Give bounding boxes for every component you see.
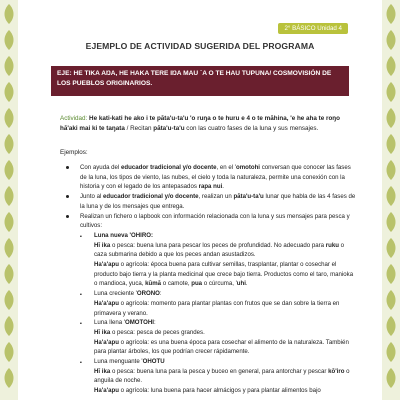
list-item: Realizan un fichero o lapbook con información relacionada con la luna y sus mensajes para pesca y cultivos: — [66, 212, 356, 231]
phase-heading-waning-moon: ▪ Luna menguante 'OHOTU — [80, 357, 356, 367]
square-bullet-icon: ▪ — [80, 233, 82, 240]
right-decorative-border — [382, 0, 400, 400]
page-title: EJEMPLO DE ACTIVIDAD SUGERIDA DEL PROGRAMA — [85, 41, 315, 51]
eje-banner: EJE: HE TIKA AŊA, HE HAKA TERE IŊA MAU ´A O TE HAU TUPUNA/ COSMOVISIÓN DE LOS PUEBLOS ORIGINARIOS. — [51, 66, 349, 96]
phase-text: Hī ika o pesca: buena luna para la pesca y buceo en general, para antorchar y pescar kō'iro o anguila de noche. — [94, 367, 350, 385]
right-pattern-graphic — [382, 0, 400, 400]
list-item: Junto al educador tradicional y/o docente, realizan un pāta'u-ta'u lunar que habla de las 4 fases de la luna y de los mensajes que entrega. — [66, 192, 356, 211]
bullet-icon — [66, 215, 69, 218]
phase-text: Ha'a'apu o agrícola: es una buena época para cosechar el alimento de la naturaleza. También para plantar árboles, los que podrían crecer rápidamente. — [94, 338, 349, 356]
phase-text: Ha'a'apu o agrícola: época buena para cultivar semillas, trasplantar, plantar o cosechar el producto bajo tierra y la planta medicinal que crece bajo tierra. Productos como el taro, manioka o mandioca, yuca, kūmā o camote, pua o cúrcuma, 'uhi. — [94, 261, 354, 288]
phase-heading-waxing-moon: ▪ Luna creciente 'ORONO: — [80, 289, 356, 299]
bullet-icon — [66, 195, 69, 198]
phase-text: Hī ika o pesca: buena luna para pescar los peces de profundidad. No adecuado para ruku o caza submarina debido a que los peces andan asustadizos. — [94, 241, 345, 259]
activity-spanish-suffix: con las cuatro fases de la luna y sus mensajes. — [184, 125, 319, 132]
phase-heading-full-moon: ▪ Luna llena 'OMOTOHI: — [80, 318, 356, 328]
activity-rapanui-text: He kati-kati he ako i te pāta'u-ta'u 'o ruŋa o te huru e 4 o te māhina, 'e he aha te roŋo hā'aki mai ki te taŋata — [60, 115, 340, 132]
phase-text: Hī ika o pesca: pesca de peces grandes. — [94, 328, 205, 336]
examples-list — [66, 163, 356, 396]
square-bullet-icon: ▪ — [80, 321, 82, 328]
examples-label: Ejemplos: — [60, 149, 88, 156]
grade-unit-badge: 2° BÁSICO Unidad 4 — [278, 23, 348, 34]
list-item: Con ayuda del educador tradicional y/o docente, en el 'omotohi conversan que conocer las fases de la luna, los tipos de viento, las nubes, el cielo y toda la naturaleza, permite una conexión con la historia y con el legado de los antepasados rapa nui. — [66, 163, 356, 192]
phase-heading-new-moon: ▪ Luna nueva 'OHIRO: — [80, 231, 356, 241]
activity-spanish-term: pāta'u-ta'u — [153, 125, 185, 132]
left-decorative-border — [0, 0, 18, 400]
square-bullet-icon: ▪ — [80, 360, 82, 367]
square-bullet-icon: ▪ — [80, 292, 82, 299]
activity-label: Actividad: — [60, 115, 88, 122]
phase-text: Ha'a'apu o agrícola: momento para plantar plantas con frutos que se dan sobre la tierra en primavera y verano. — [94, 299, 340, 317]
activity-paragraph — [60, 114, 350, 134]
activity-spanish-prefix: / Recitan — [124, 125, 154, 132]
phase-text: Ha'a'apu o agrícola: luna buena para hacer almácigos y para plantar alimentos bajo — [94, 387, 321, 395]
left-pattern-graphic — [0, 0, 18, 400]
bullet-icon — [66, 166, 69, 169]
